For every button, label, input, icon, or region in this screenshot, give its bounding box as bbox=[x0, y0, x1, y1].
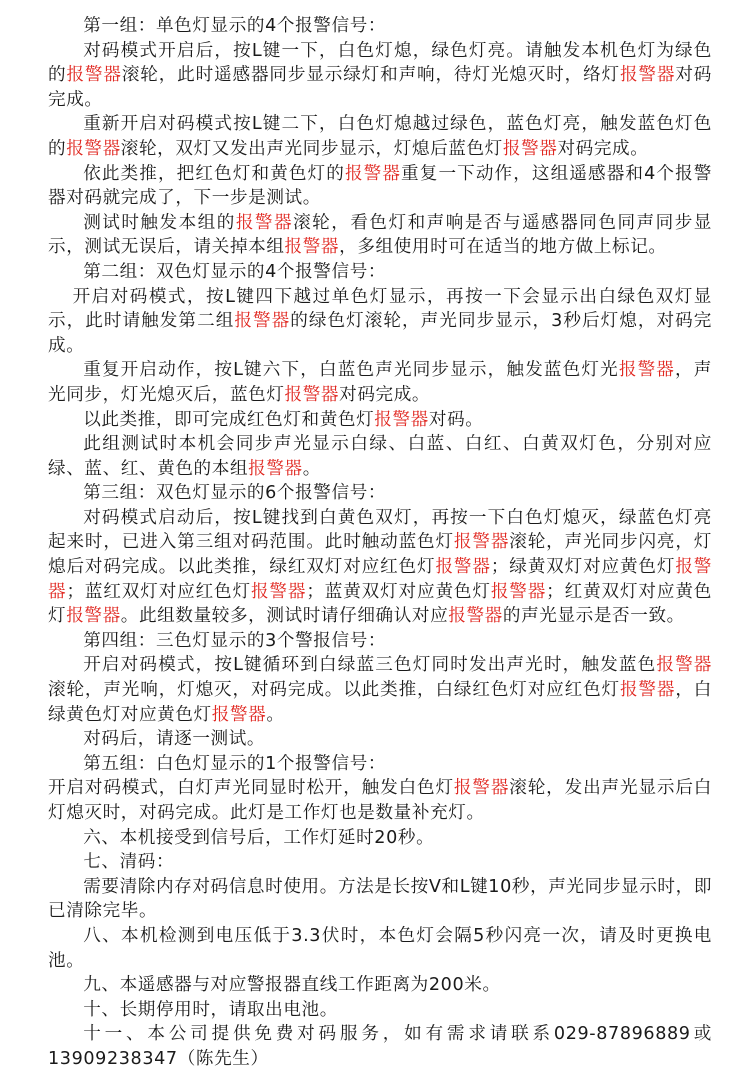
keyword-alarm: 报警器 bbox=[66, 65, 122, 86]
text-segment: 第五组：白色灯显示的1个报警信号： bbox=[83, 753, 387, 774]
keyword-alarm: 报警器 bbox=[618, 360, 676, 381]
keyword-alarm: 报警器 bbox=[619, 65, 676, 86]
keyword-alarm: 报警器 bbox=[284, 237, 340, 258]
paragraph bbox=[48, 776, 712, 825]
text-segment: ；蓝黄双灯对应黄色灯 bbox=[306, 581, 491, 602]
text-segment: ，声光同步，灯光熄灭后，蓝色灯 bbox=[48, 360, 712, 405]
text-segment: 需要清除内存对码信息时使用。方法是长按V和L键10秒，声光同步显示时，即已清除完毕。 bbox=[48, 876, 713, 922]
text-segment: 十一、本公司提供免费对码服务，如有需求请联系029-87896889或13909238347（陈先生） bbox=[48, 1024, 712, 1069]
paragraph bbox=[48, 211, 712, 260]
paragraph bbox=[48, 875, 712, 924]
keyword-alarm: 报警器 bbox=[374, 409, 429, 430]
keyword-alarm: 报警器 bbox=[248, 458, 303, 479]
text-segment: 滚轮，双灯又发出声光同步显示，灯熄后蓝色灯 bbox=[120, 138, 503, 159]
text-segment: 重复开启动作，按L键六下，白蓝色声光同步显示，触发蓝色灯光 bbox=[83, 360, 619, 381]
text-segment: 对码后，请逐一测试。 bbox=[83, 729, 266, 750]
text-segment: ；蓝红双灯对应红色灯 bbox=[66, 581, 251, 602]
keyword-alarm: 报警器 bbox=[250, 581, 307, 602]
paragraph bbox=[48, 358, 712, 407]
text-segment: 第二组：双色灯显示的4个报警信号： bbox=[83, 261, 387, 282]
keyword-alarm: 报警器 bbox=[619, 680, 676, 701]
paragraph bbox=[48, 112, 712, 161]
text-segment: 滚轮，声光响，灯熄灭，对码完成。以此类推，白绿红色灯对应红色灯 bbox=[48, 680, 620, 701]
text-segment: 对码完成。 bbox=[339, 384, 431, 405]
text-segment: 以此类推，即可完成红色灯和黄色灯 bbox=[83, 409, 375, 430]
text-segment: 对码模式启动后，按L键找到白黄色双灯，再按一下白色灯熄灭，绿蓝色灯亮起来时，已进入第三组对码范围。此时触动蓝色灯 bbox=[48, 507, 712, 553]
paragraph bbox=[48, 850, 712, 875]
paragraph bbox=[48, 727, 712, 752]
text-segment: 第四组：三色灯显示的3个警报信号： bbox=[83, 630, 387, 651]
paragraph bbox=[48, 653, 712, 727]
keyword-alarm: 报警器 bbox=[344, 163, 402, 184]
text-segment: 的声光显示是否一致。 bbox=[502, 606, 685, 627]
keyword-alarm: 报警器 bbox=[656, 655, 713, 676]
text-segment: ，多组使用时可在适当的地方做上标记。 bbox=[339, 237, 667, 258]
text-segment: 对码完成。 bbox=[557, 138, 649, 159]
text-segment: 。 bbox=[302, 458, 321, 479]
keyword-alarm: 报警器 bbox=[502, 138, 558, 159]
text-segment: 对码模式开启后，按L键一下，白色灯熄，绿色灯亮。请触发本机色灯为绿色的 bbox=[48, 40, 712, 86]
text-segment: 依此类推，把红色灯和黄色灯的 bbox=[83, 163, 345, 184]
text-segment: 滚轮，发出声光显示后白灯熄灭时，对码完成。此灯是工作灯也是数量补充灯。 bbox=[48, 778, 712, 823]
text-segment: ；红黄双灯对应黄色灯 bbox=[48, 581, 712, 627]
paragraph bbox=[48, 973, 712, 998]
text-segment: 此组测试时本机会同步声光显示白绿、白蓝、白红、白黄双灯色，分别对应绿、蓝、红、黄色的本组 bbox=[48, 434, 712, 479]
paragraph bbox=[48, 998, 712, 1023]
text-segment: 的绿色灯滚轮，声光同步显示，3秒后灯熄，对码完成。 bbox=[48, 311, 712, 356]
keyword-alarm: 报警器 bbox=[66, 606, 121, 627]
text-segment: 六、本机接受到信号后，工作灯延时20秒。 bbox=[83, 827, 435, 848]
keyword-alarm: 报警器 bbox=[448, 606, 503, 627]
text-segment: ；绿黄双灯对应黄色灯 bbox=[490, 557, 676, 578]
paragraph bbox=[48, 408, 712, 433]
keyword-alarm: 报警器 bbox=[211, 704, 267, 725]
text-segment: 第一组：单色灯显示的4个报警信号： bbox=[83, 16, 387, 36]
keyword-alarm: 报警器 bbox=[435, 557, 491, 578]
text-segment: 滚轮，此时遥感器同步显示绿灯和声响，待灯光熄灭时，络灯 bbox=[121, 65, 620, 86]
text-segment: 滚轮，声光同步闪亮，灯熄后对码完成。以此类推，绿红双灯对应红色灯 bbox=[48, 532, 712, 578]
keyword-alarm: 报警器 bbox=[453, 778, 510, 799]
keyword-alarm: 报警器 bbox=[48, 557, 712, 602]
manual-page bbox=[48, 14, 712, 1072]
text-segment: 。此组数量较多，测试时请仔细确认对应 bbox=[120, 606, 449, 627]
paragraph bbox=[48, 432, 712, 481]
text-segment: ，白绿黄色灯对应黄色灯 bbox=[48, 680, 712, 725]
paragraph bbox=[48, 162, 712, 211]
text-segment: 。 bbox=[266, 704, 285, 725]
paragraph bbox=[48, 1022, 712, 1071]
keyword-alarm: 报警器 bbox=[66, 138, 121, 159]
paragraph bbox=[48, 260, 712, 285]
paragraph bbox=[48, 506, 712, 629]
paragraph bbox=[48, 14, 712, 39]
text-segment: 对码。 bbox=[428, 409, 484, 430]
keyword-alarm: 报警器 bbox=[234, 311, 291, 332]
text-segment: 开启对码模式，白灯声光同显时松开，触发白色灯 bbox=[48, 778, 454, 799]
paragraph bbox=[48, 481, 712, 506]
text-segment: 测试时触发本组的 bbox=[83, 212, 236, 233]
text-segment: 重复一下动作，这组遥感器和4个报警器对码就完成了，下一步是测试。 bbox=[48, 163, 712, 209]
text-segment: 第三组：双色灯显示的6个报警信号： bbox=[83, 483, 387, 504]
paragraph bbox=[48, 39, 712, 113]
paragraph bbox=[48, 826, 712, 851]
text-segment: 七、清码： bbox=[83, 852, 175, 873]
keyword-alarm: 报警器 bbox=[235, 212, 294, 233]
text-segment: 对码完成。 bbox=[48, 65, 712, 110]
text-segment: 八、本机检测到电压低于3.3伏时，本色灯会隔5秒闪亮一次，请及时更换电池。 bbox=[48, 925, 712, 971]
keyword-alarm: 报警器 bbox=[490, 581, 547, 602]
text-segment: 开启对码模式，按L键循环到白绿蓝三色灯同时发出声光时，触发蓝色 bbox=[83, 655, 657, 676]
text-segment: 重新开启对码模式按L键二下，白色灯熄越过绿色，蓝色灯亮，触发蓝色灯色的 bbox=[48, 114, 712, 159]
keyword-alarm: 报警器 bbox=[453, 532, 510, 553]
text-segment: 开启对码模式，按L键四下越过单色灯显示，再按一下会显示出白绿色双灯显示，此时请触发第二组 bbox=[48, 286, 712, 332]
paragraph bbox=[48, 752, 712, 777]
text-segment: 滚轮，看色灯和声响是否与遥感器同色同声同步显示，测试无误后，请关掉本组 bbox=[48, 212, 712, 258]
paragraph bbox=[48, 924, 712, 973]
text-segment: 九、本遥感器与对应警报器直线工作距离为200米。 bbox=[83, 975, 501, 996]
keyword-alarm: 报警器 bbox=[284, 384, 340, 405]
paragraph bbox=[48, 285, 712, 359]
text-segment: 十、长期停用时，请取出电池。 bbox=[83, 999, 338, 1020]
paragraph bbox=[48, 629, 712, 654]
